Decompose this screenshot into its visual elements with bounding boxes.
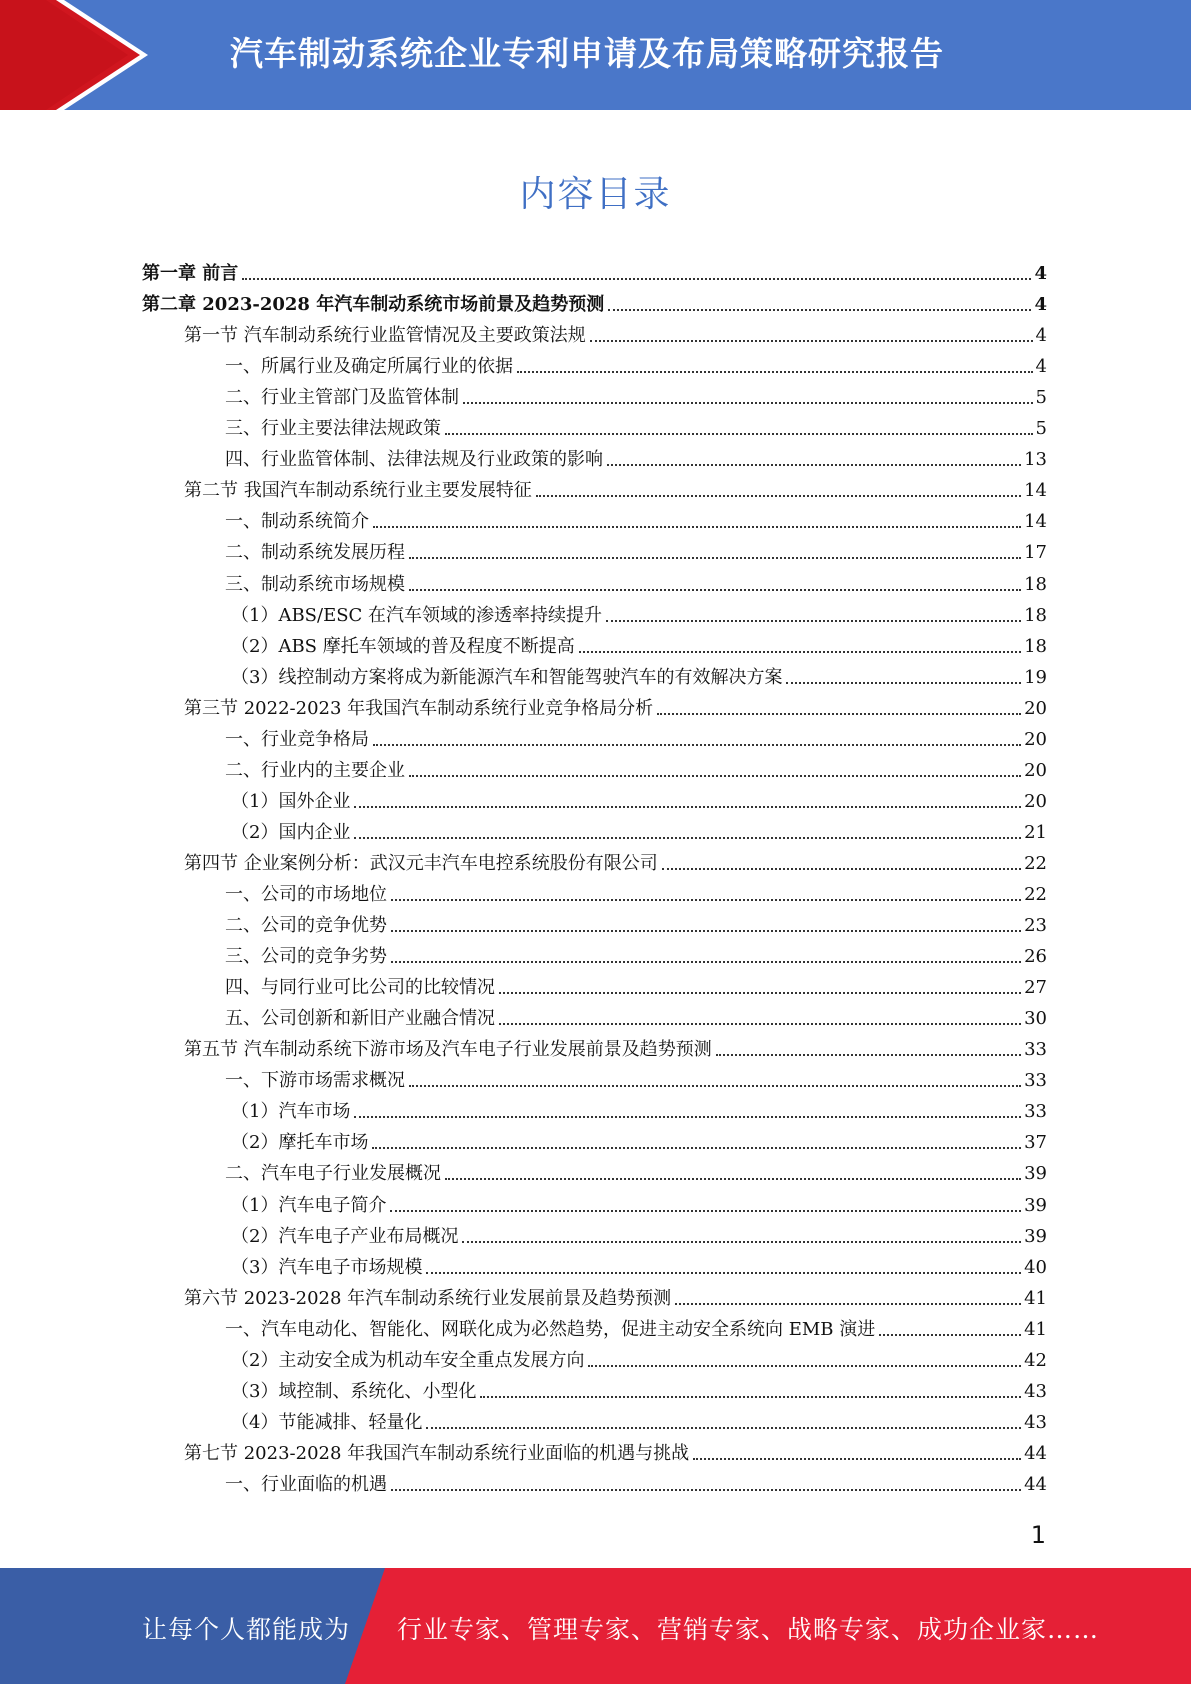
toc-entry-title: （2）摩托车市场: [231, 1132, 369, 1154]
toc-entry-page: 39: [1024, 1163, 1047, 1185]
toc-entry-page: 21: [1024, 821, 1047, 843]
toc-entry[interactable]: [231, 1123, 1047, 1154]
toc-entry-title: 第五节 汽车制动系统下游市场及汽车电子行业发展前景及趋势预测: [184, 1039, 712, 1061]
footer-banner: [0, 1568, 1191, 1684]
toc-entry-title: 二、汽车电子行业发展概况: [225, 1163, 441, 1185]
toc-entry-page: 18: [1024, 604, 1047, 626]
toc-entry[interactable]: [231, 658, 1047, 689]
toc-dot-leader: [390, 1210, 1021, 1212]
toc-entry[interactable]: [225, 999, 1047, 1030]
toc-entry[interactable]: [225, 409, 1047, 440]
toc-dot-leader: [391, 1489, 1021, 1491]
toc-entry-page: 17: [1024, 542, 1047, 564]
toc-entry-title: 四、行业监管体制、法律法规及行业政策的影响: [225, 449, 603, 471]
toc-entry-page: 44: [1024, 1442, 1047, 1464]
toc-entry-page: 42: [1024, 1349, 1047, 1371]
toc-entry-title: （3）汽车电子市场规模: [231, 1256, 423, 1278]
toc-dot-leader: [608, 309, 1031, 311]
toc-entry[interactable]: [225, 937, 1047, 968]
toc-entry-page: 41: [1024, 1318, 1047, 1340]
toc-entry-title: （1）国外企业: [231, 790, 351, 812]
toc-entry[interactable]: [184, 471, 1047, 502]
toc-entry-page: 13: [1024, 449, 1047, 471]
toc-dot-leader: [391, 899, 1021, 901]
toc-entry-title: 第四节 企业案例分析：武汉元丰汽车电控系统股份有限公司: [184, 852, 658, 874]
toc-entry-page: 27: [1024, 977, 1047, 999]
toc-dot-leader: [590, 340, 1033, 342]
toc-entry[interactable]: [225, 720, 1047, 751]
toc-entry-title: 五、公司创新和新旧产业融合情况: [225, 1008, 495, 1030]
toc-entry[interactable]: [184, 1030, 1047, 1061]
toc-entry-title: （2）主动安全成为机动车安全重点发展方向: [231, 1349, 585, 1371]
toc-entry[interactable]: [225, 502, 1047, 533]
footer-roles: 行业专家、管理专家、营销专家、战略专家、成功企业家……: [397, 1615, 1100, 1644]
toc-title: 内容目录: [519, 174, 672, 215]
toc-entry-title: （3）域控制、系统化、小型化: [231, 1380, 477, 1402]
toc-dot-leader: [409, 589, 1021, 591]
toc-entry-page: 20: [1024, 759, 1047, 781]
toc-entry[interactable]: [231, 782, 1047, 813]
toc-entry-page: 4: [1034, 294, 1047, 316]
toc-dot-leader: [499, 992, 1021, 994]
toc-entry-page: 26: [1024, 946, 1047, 968]
toc-entry[interactable]: [225, 751, 1047, 782]
toc-entry-title: 一、所属行业及确定所属行业的依据: [225, 356, 513, 378]
toc-dot-leader: [372, 1147, 1021, 1149]
toc-entry-page: 39: [1024, 1225, 1047, 1247]
toc-dot-leader: [445, 433, 1033, 435]
toc-entry-title: 一、公司的市场地位: [225, 884, 387, 905]
toc-entry[interactable]: [231, 1186, 1047, 1217]
toc-entry-title: 二、制动系统发展历程: [225, 542, 405, 564]
toc-entry-page: 20: [1024, 728, 1047, 750]
toc-dot-leader: [409, 775, 1021, 777]
toc-entry-title: （1）汽车电子简介: [231, 1194, 387, 1216]
toc-entry[interactable]: [231, 596, 1047, 627]
toc-entry-page: 18: [1024, 573, 1047, 595]
toc-entry-page: 22: [1024, 852, 1047, 874]
toc-entry-title: 二、公司的竞争优势: [225, 915, 387, 937]
report-title: 汽车制动系统企业专利申请及布局策略研究报告: [230, 34, 944, 73]
toc-entry[interactable]: [225, 968, 1047, 999]
toc-entry-title: （1）汽车市场: [231, 1101, 351, 1123]
toc-entry-title: 二、行业主管部门及监管体制: [225, 387, 459, 409]
toc-entry-title: （2）汽车电子产业布局概况: [231, 1225, 459, 1247]
toc-entry-title: 一、汽车电动化、智能化、网联化成为必然趋势，促进主动安全系统向 EMB 演进: [225, 1318, 876, 1340]
toc-entry-title: 第七节 2023-2028 年我国汽车制动系统行业面临的机遇与挑战: [184, 1442, 690, 1464]
toc-entry[interactable]: [225, 347, 1047, 378]
toc-dot-leader: [463, 402, 1033, 404]
toc-entry[interactable]: [225, 1154, 1047, 1185]
toc-entry-page: 18: [1024, 635, 1047, 657]
toc-entry-page: 40: [1024, 1256, 1047, 1278]
toc-dot-leader: [373, 744, 1021, 746]
toc-entry-page: 14: [1024, 480, 1047, 502]
toc-entry[interactable]: [142, 254, 1047, 285]
toc-entry-page: 43: [1024, 1380, 1047, 1402]
toc-dot-leader: [675, 1303, 1021, 1305]
toc-dot-leader: [354, 806, 1021, 808]
toc-dot-leader: [242, 278, 1031, 280]
toc-dot-leader: [579, 651, 1021, 653]
toc-dot-leader: [480, 1396, 1021, 1398]
toc-entry-page: 20: [1024, 697, 1047, 719]
toc-entry-page: 33: [1024, 1070, 1047, 1092]
toc-entry-title: （1）ABS/ESC 在汽车领域的渗透率持续提升: [231, 604, 603, 626]
toc-entry-title: 三、行业主要法律法规政策: [225, 418, 441, 440]
toc-dot-leader: [373, 526, 1021, 528]
toc-entry[interactable]: [225, 533, 1047, 564]
toc-entry[interactable]: [231, 1248, 1047, 1279]
toc-entry[interactable]: [184, 316, 1047, 347]
toc-entry[interactable]: [231, 1341, 1047, 1372]
toc-entry-title: （2）ABS 摩托车领域的普及程度不断提高: [231, 635, 575, 657]
toc-entry-page: 23: [1024, 915, 1047, 937]
toc-entry[interactable]: [184, 1434, 1047, 1465]
toc-entry-page: 39: [1024, 1194, 1047, 1216]
toc-entry-title: 三、制动系统市场规模: [225, 573, 405, 595]
toc-entry-title: 一、行业竞争格局: [225, 728, 369, 750]
toc-entry-page: 19: [1024, 666, 1047, 688]
toc-dot-leader: [693, 1458, 1021, 1460]
page-number: 1: [1030, 1521, 1046, 1549]
toc-dot-leader: [499, 1023, 1021, 1025]
toc-entry[interactable]: [231, 1217, 1047, 1248]
toc-entry-title: （3）线控制动方案将成为新能源汽车和智能驾驶汽车的有效解决方案: [231, 666, 783, 688]
toc-dot-leader: [445, 1178, 1021, 1180]
toc-entry-title: 第六节 2023-2028 年汽车制动系统行业发展前景及趋势预测: [184, 1287, 672, 1309]
toc-dot-leader: [607, 464, 1021, 466]
toc-entry[interactable]: [184, 1279, 1047, 1310]
toc-dot-leader: [354, 1116, 1021, 1118]
toc-dot-leader: [426, 1427, 1021, 1429]
toc-entry-page: 37: [1024, 1132, 1047, 1154]
toc-entry[interactable]: [231, 1092, 1047, 1123]
toc-entry-title: （4）节能减排、轻量化: [231, 1411, 423, 1433]
toc-entry[interactable]: [225, 1061, 1047, 1092]
toc-entry[interactable]: [231, 627, 1047, 658]
toc-dot-leader: [391, 930, 1021, 932]
toc-dot-leader: [354, 837, 1021, 839]
toc-dot-leader: [657, 713, 1021, 715]
toc-entry[interactable]: [225, 565, 1047, 596]
toc-entry-title: （2）国内企业: [231, 821, 351, 843]
toc-entry-title: 第三节 2022-2023 年我国汽车制动系统行业竞争格局分析: [184, 697, 654, 719]
footer-slogan: 让每个人都能成为: [142, 1615, 351, 1644]
toc-entry-title: 第二节 我国汽车制动系统行业主要发展特征: [184, 480, 532, 502]
toc-entry-title: 二、行业内的主要企业: [225, 759, 405, 781]
toc-entry-title: 第二章 2023-2028 年汽车制动系统市场前景及趋势预测: [142, 294, 605, 316]
toc-dot-leader: [409, 557, 1021, 559]
chevron-arrow-icon: [0, 0, 160, 110]
toc-entry-page: 44: [1024, 1473, 1047, 1495]
toc-entry[interactable]: [225, 1310, 1047, 1341]
toc-dot-leader: [606, 620, 1021, 622]
toc-entry-title: 一、行业面临的机遇: [225, 1473, 387, 1495]
toc-entry-page: 33: [1024, 1101, 1047, 1123]
toc-entry-title: 一、制动系统简介: [225, 511, 369, 533]
toc-entry-page: 4: [1035, 325, 1047, 347]
toc-entry-page: 30: [1024, 1008, 1047, 1030]
toc-entry-title: 三、公司的竞争劣势: [225, 946, 387, 968]
toc-entry-page: 4: [1035, 356, 1047, 378]
toc-dot-leader: [462, 1241, 1021, 1243]
toc-entry-title: 第一章 前言: [142, 263, 239, 284]
toc-dot-leader: [426, 1272, 1021, 1274]
toc-dot-leader: [536, 495, 1021, 497]
toc-entry-page: 5: [1035, 418, 1047, 440]
toc-entry[interactable]: [231, 1372, 1047, 1403]
toc-dot-leader: [662, 868, 1021, 870]
toc-entry[interactable]: [225, 1465, 1047, 1496]
toc-entry-title: 四、与同行业可比公司的比较情况: [225, 977, 495, 999]
toc-entry[interactable]: [184, 689, 1047, 720]
toc-entry[interactable]: [225, 906, 1047, 937]
toc-dot-leader: [716, 1054, 1021, 1056]
toc-dot-leader: [879, 1334, 1021, 1336]
toc-dot-leader: [409, 1085, 1021, 1087]
toc-entry[interactable]: [231, 813, 1047, 844]
toc-entry[interactable]: [142, 285, 1047, 316]
toc-entry[interactable]: [184, 844, 1047, 875]
toc-entry[interactable]: [231, 1403, 1047, 1434]
toc-entry-page: 33: [1024, 1039, 1047, 1061]
toc-dot-leader: [517, 371, 1033, 373]
toc-entry-page: 20: [1024, 790, 1047, 812]
header-banner: [0, 0, 1191, 110]
toc-entry-title: 一、下游市场需求概况: [225, 1070, 405, 1092]
toc-entry-page: 43: [1024, 1411, 1047, 1433]
toc-entry-page: 5: [1035, 387, 1047, 409]
toc-entry[interactable]: [225, 440, 1047, 471]
toc-entry[interactable]: [225, 378, 1047, 409]
toc-dot-leader: [391, 961, 1021, 963]
toc-entry-title: 第一节 汽车制动系统行业监管情况及主要政策法规: [184, 325, 586, 347]
toc-dot-leader: [588, 1365, 1021, 1367]
toc-entry-page: 4: [1034, 263, 1047, 284]
toc-entry-page: 41: [1024, 1287, 1047, 1309]
toc-entry-page: 22: [1024, 884, 1047, 905]
toc-dot-leader: [786, 682, 1021, 684]
toc-entry-page: 14: [1024, 511, 1047, 533]
toc-entry[interactable]: [225, 875, 1047, 906]
